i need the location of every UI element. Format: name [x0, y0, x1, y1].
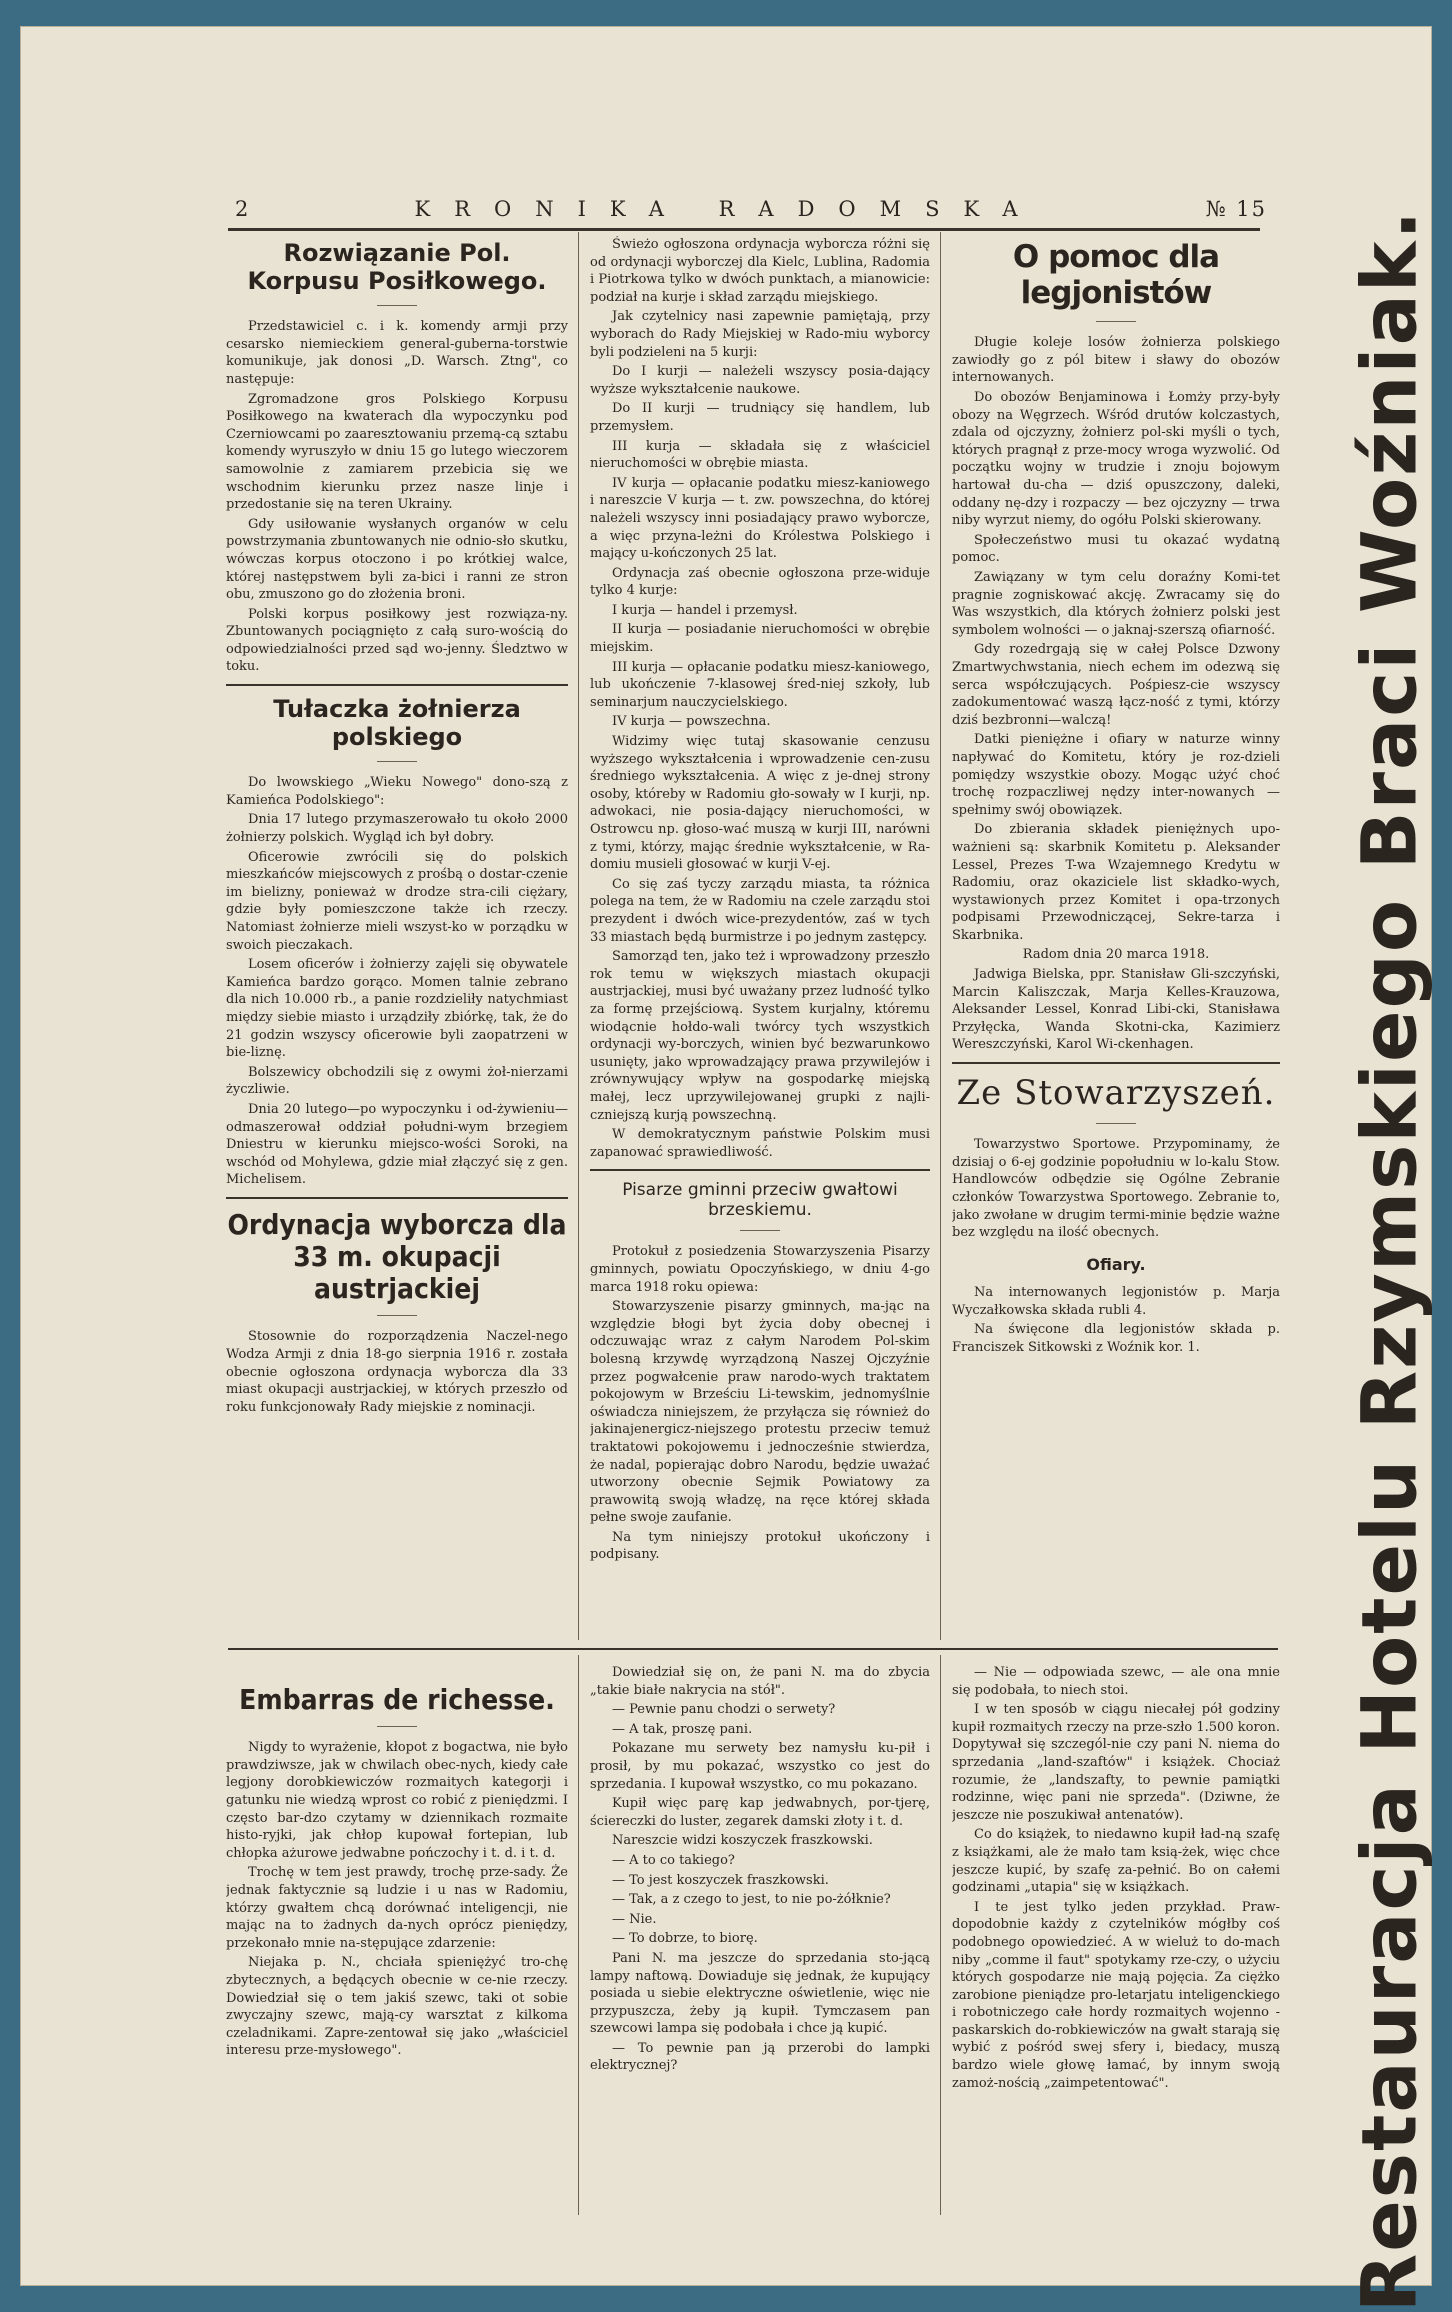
paragraph: Do obozów Benjaminowa i Łomży przy-były obozy na Węgrzech. Wśród drutów kolczastych, zdala od ojczyzny, żołnierz pol-ski myśli o tych, których pragnął z prze-mocy wroga wyzwolić. Od początku wojny w trudzie i znoju bojowym hartował du-cha — dziś opuszczony, daleki, oddany nę-dzy i rozpaczy — bez ojczyzny — trwa niby wyrzut niemy, do ogółu Polski skierowany.	[952, 390, 1280, 529]
bottom-column-1	[226, 1660, 568, 2220]
paragraph: Bolszewicy obchodzili się z owymi żoł-nierzami życzliwie.	[226, 1064, 568, 1098]
paragraph: — Tak, a z czego to jest, to nie po-żółknie?	[612, 1892, 891, 1908]
column-divider	[578, 232, 579, 1640]
article-title: Ofiary.	[1086, 1254, 1146, 1274]
paragraph: Dnia 20 lutego—po wypoczynku i od-żywieniu—odmaszerował oddział południ-wym brzegiem Dniestru w kierunku miejsco-wości Soroki, na wschód od Mohylewa, gdzie miał złączyć się z gen. Michelisem.	[226, 1101, 568, 1188]
paragraph: Datki pieniężne i ofiary w naturze winny napływać do Komitetu, który je roz-dzieli pomiędzy wszystkie obozy. Mogąc użyć choć trochę rozpaczliwej nędzy inter-nowanych — spełnimy swój obowiązek.	[952, 732, 1280, 818]
paragraph: Na tym niniejszy protokuł ukończony i podpisany.	[590, 1529, 930, 1563]
paragraph: Nareszcie widzi koszyczek fraszkowski.	[612, 1833, 873, 1849]
paragraph: Społeczeństwo musi tu okazać wydatną pomoc.	[952, 532, 1280, 566]
separator	[1096, 1123, 1136, 1124]
paragraph: Na internowanych legjonistów p. Marja Wyczałkowska składa rubli 4.	[952, 1285, 1280, 1318]
paragraph: — To pewnie pan ją przerobi do lampki elektrycznej?	[590, 2040, 930, 2074]
bottom-column-2	[590, 1664, 930, 2220]
article-rule	[590, 1169, 930, 1171]
paragraph: Zgromadzone gros Polskiego Korpusu Posiłkowego na kwaterach dla wypoczynku pod Czerniowcami po zaaresztowaniu przemą-cą sztabu komendy wyruszyło w dniu 15 go lutego wieczorem samowolnie z zamiarem przebicia się we wschodnim kierunku przez nasze linje i przedostanie się na teren Ukrainy.	[226, 391, 568, 513]
paragraph: Oficerowie zwrócili się do polskich mieszkańców miejscowych z prośbą o dostar-czenie im bielizny, ponieważ w drodze stra-cili ciężary, gdzie były pomieszczone także ich rzeczy. Natomiast żołnierze mieli wszyst-ko w porządku w swoich pieczakach.	[226, 849, 568, 953]
separator	[377, 1315, 417, 1316]
separator	[740, 1230, 780, 1231]
paragraph: II kurja — posiadanie nieruchomości w obrębie miejskim.	[590, 622, 930, 656]
column-divider	[940, 232, 941, 1640]
article-rule	[226, 1197, 568, 1199]
article-title: Pisarze gminni przeciw gwałtowi brzeskiemu.	[622, 1180, 898, 1220]
article-title: Tułaczka żołnierza polskiego	[273, 695, 521, 751]
paragraph: Świeżo ogłoszona ordynacja wyborcza różni się od ordynacji wyborczej dla Kielc, Lublina, Radomia i Piotrkowa tylko w dwóch punktach, a mianowicie: podział na kurje i skład zarządu miejskiego.	[590, 237, 930, 305]
column-1	[226, 236, 568, 1644]
paragraph: Jadwiga Bielska, ppr. Stanisław Gli-szczyński, Marcin Kaliszczak, Marja Kelles-Krauzowa, Aleksander Lessel, Konrad Libi-cki, Stanisława Przyłęcka, Wanda Skotni-cka, Kazimierz Wereszczyński, Karol Wi-ckenhagen.	[952, 967, 1280, 1053]
paragraph: Na święcone dla legjonistów składa p. Franciszek Sitkowski z Woźnik kor. 1.	[952, 1322, 1280, 1355]
paragraph: — To jest koszyczek fraszkowski.	[612, 1872, 829, 1888]
separator	[377, 305, 417, 306]
paragraph: Niejaka p. N., chciała spieniężyć tro-chę zbytecznych, a będących obecnie w ce-nie rzeczy. Dowiedział się o tem jakiś szewc, taki ot sobie zwyczajny szewc, mają-cy warsztat z kilkoma czeladnikami. Zapre-zentował się jako „właściciel interesu prze-mysłowego".	[226, 1955, 568, 2059]
vertical-advertisement	[1344, 208, 1434, 2312]
paragraph: Nigdy to wyrażenie, kłopot z bogactwa, nie było prawdziwsze, jak w chwilach obec-nych, kiedy całe legjony dorobkiewiczów rozmaitych kategorji i gatunku nie wiedzą wprost co robić z pieniędzmi. I często bar-dzo czytamy w dziennikach rozmaite histo-ryjki, jak chłop kupował fortepian, lub chłopka ażurowe jedwabne pończochy i t. d. i t. d.	[226, 1740, 568, 1861]
paragraph: Pani N. ma jeszcze do sprzedania sto-jącą lampy naftową. Dowiaduje się jednak, że kupujący posiada u siebie elektryczne oświetlenie, więc nie przypuszcza, żeby ją kupił. Tymczasem pan szewcowi lampa się podobała i chce ją kupić.	[590, 1950, 930, 2037]
paragraph: Ordynacja zaś obecnie ogłoszona prze-widuje tylko 4 kurje:	[590, 565, 930, 599]
paragraph: Stosownie do rozporządzenia Naczel-nego Wodza Armji z dnia 18-go sierpnia 1916 r. została obecnie ogłoszona ordynacja wyborcza dla 33 miast okupacji austrjackiej, w których przeszło od roku funkcjonowały Rady miejskie z nominacji.	[226, 1329, 568, 1415]
section-rule	[228, 1648, 1278, 1650]
paragraph: Co się zaś tyczy zarządu miasta, ta różnica polega na tem, że w Radomiu na czele zarządu stoi prezydent i dwóch wice-prezydentów, zaś w tych 33 miastach będą burmistrze i po jednym zastępcy.	[590, 876, 930, 945]
paragraph: Widzimy więc tutaj skasowanie cenzusu wyższego wykształcenia i wprowadzenie cen-zusu średniego wykształcenia. A więc z je-dnej strony osoby, któreby w Radomiu gło-sowały w I kurji, np. adwokaci, nie posia-dający nieruchomości, w Ostrowcu np. głoso-wać muszą w kurji III, narówni z tymi, którzy, mając średnie wykształcenie, w Ra-domiu musieli głosować w kurji V-ej.	[590, 734, 930, 873]
column-divider	[940, 1655, 941, 2215]
paragraph: Przedstawiciel c. i k. komendy armji przy cesarsko niemieckiem general-guberna-torstwie komunikuje, jak donosi „D. Warsch. Ztng", co następuje:	[226, 319, 568, 387]
separator	[377, 761, 417, 762]
paragraph: Kupił więc parę kap jedwabnych, por-tjerę, ściereczki do luster, zegarek damski złoty i t. d.	[590, 1796, 930, 1829]
paragraph: — Nie — odpowiada szewc, — ale ona mnie się podobała, to niech stoi.	[952, 1665, 1280, 1698]
paragraph: Pokazane mu serwety bez namysłu ku-pił i prosił, by mu pokazać, wszystko co jest do sprzedania. I kupował wszystko, co mu pokazano.	[590, 1741, 930, 1792]
paragraph: — Pewnie panu chodzi o serwety?	[612, 1702, 836, 1718]
paragraph: — A tak, proszę pani.	[612, 1721, 753, 1737]
column-divider	[578, 1655, 579, 2215]
masthead: KRONIKA RADOMSKA	[414, 197, 1042, 221]
paragraph: I w ten sposób w ciągu niecałej pół godziny kupił rozmaitych rzeczy na prze-szło 1.500 koron. Dopytywał się szczegól-nie czy pani N. niema do sprzedania „land-szaftów" i książek. Chociaż rozumie, że „landszafty, to pewnie pamiątki rodzinne, więc pani nie sprzeda". (Dziwne, że jeszcze nie poszukiwał antenatów).	[952, 1702, 1280, 1823]
paragraph: I te jest tylko jeden przykład. Praw-dopodobnie każdy z czytelników mógłby coś podobnego opowiedzieć. A w wieluż to do-mach niby „comme il faut" spotykamy rze-czy, o użyciu których gospodarze nie mają pojęcia. Za ciężko zarobione pieniądze pro-letarjatu inteligenckiego i robotniczego całe hordy rozmaitych wojenno - paskarskich do-robkiewiczów na gwałt starają się wybić z pośród swej sfery i, biedacy, muszą bardzo wiele głowę łamać, by innym swoją zamoż-nością „zaimpetentować".	[952, 1899, 1280, 2091]
paragraph: Do I kurji — należeli wszyscy posia-dający wyższe wykształcenie naukowe.	[590, 364, 930, 397]
article-title: Rozwiązanie Pol. Korpusu Posiłkowego.	[247, 239, 547, 295]
column-2	[590, 236, 930, 1644]
paragraph: — Nie.	[612, 1911, 657, 1927]
separator	[377, 1726, 417, 1727]
article-title: O pomoc dla legjonistów	[1012, 239, 1220, 311]
advertisement-text: Restauracja Hotelu Rzymskiego Braci Woźniak.	[1344, 208, 1434, 2312]
paragraph: III kurja — opłacanie podatku miesz-kaniowego, lub ukończenie 7-klasowej śred-niej szkoły, lub seminarjum nauczycielskiego.	[590, 659, 930, 710]
page-header	[235, 193, 1267, 225]
paragraph: — A to co takiego?	[612, 1852, 735, 1868]
paragraph: IV kurja — opłacanie podatku miesz-kaniowego i nareszcie V kurja — t. zw. powszechna, do której należeli wszyscy inni posiadający prawo wyborcze, a więc przyna-leżni do Królestwa Polskiego i mający u-kończonych 25 lat.	[590, 475, 930, 562]
article-title: Ze Stowarzyszeń.	[956, 1073, 1276, 1114]
paragraph: Do zbierania składek pieniężnych upo-ważnieni są: skarbnik Komitetu p. Aleksander Lessel, Prezes T-wa Wzajemnego Kredytu w Radomiu, oraz okaziciele list składko-wych, wystawionych przez Komitet i opa-trzonych podpisami Przewodniczącej, Sekre-tarza i Skarbnika.	[952, 822, 1280, 943]
paragraph: Zawiązany w tym celu doraźny Komi-tet pragnie zogniskować akcję. Zwracamy się do Was wszystkich, dla których żołnierz polski jest symbolem wolności — o jaknaj-szerszą ofiarność.	[952, 570, 1280, 638]
header-rule	[228, 228, 1260, 231]
paragraph: I kurja — handel i przemysł.	[612, 602, 798, 618]
paragraph: IV kurja — powszechna.	[612, 714, 771, 730]
paragraph: Gdy usiłowanie wysłanych organów w celu powstrzymania zbuntowanych nie odnio-sło skutku, wówczas korpus otoczono i po krótkiej walce, której następstwem byli za-bici i ranni ze stron obu, zmuszono go do złożenia broni.	[226, 516, 568, 603]
article-rule	[226, 684, 568, 686]
column-3	[952, 236, 1280, 1644]
article-title: Embarras de richesse.	[239, 1683, 555, 1716]
paragraph: — To dobrze, to biorę.	[612, 1931, 758, 1947]
paragraph: Losem oficerów i żołnierzy zajęli się obywatele Kamieńca bardzo gorąco. Momen talnie zebrano dla nich 10.000 rb., a panie rozdzieliły natychmiast między siebie miasto i urządziły zbiórkę, tak, że do 21 godzin wszyscy oficerowie byli zaopatrzeni w bie-liznę.	[226, 957, 568, 1061]
paragraph: Gdy rozedrgają się w całej Polsce Dzwony Zmartwychwstania, niech echem im odezwą się serca współczujących. Pośpiesz-cie wszyscy zadokumentować waszą łącz-ność z tymi, którzy dziś bezbronni—walczą!	[952, 642, 1280, 728]
paragraph: Radom dnia 20 marca 1918.	[1022, 947, 1210, 963]
paragraph: Protokuł z posiedzenia Stowarzyszenia Pisarzy gminnych, powiatu Opoczyńskiego, w dniu 4-go marca 1918 roku opiewa:	[590, 1244, 930, 1295]
paragraph: Dowiedział się on, że pani N. ma do zbycia „takie białe nakrycia na stół".	[590, 1665, 930, 1698]
paragraph: Długie koleje losów żołnierza polskiego zawiodły go z pól bitew i sławy do obozów internowanych.	[952, 335, 1280, 386]
page-number: 2	[235, 197, 251, 221]
paragraph: Towarzystwo Sportowe. Przypominamy, że dzisiaj o 6-ej godzinie popołudniu w lo-kalu Stow. Handlowców odbędzie się Ogólne Zebranie członków Towarzystwa Sportowego. Zebranie to, jako zwołane w drugim termi-minie będzie ważne bez względu na ilość obecnych.	[952, 1137, 1280, 1241]
paragraph: III kurja — składała się z właściciel nieruchomości w obrębie miasta.	[590, 438, 930, 472]
paragraph: Samorząd ten, jako też i wprowadzony przeszło rok temu w większych miastach okupacji austrjackiej, musi być uważany przez ludność tylko za formę przejściową. System kurjalny, któremu wiodącnie hołdo-wali twórcy tych wszystkich ordynacji wy-borczych, winien być bezwarunkowo usunięty, jako wprowadzający prawa przywilejów i zrównywujący wpływ na gospodarkę miejską małej, lecz uprzywilejowanej grupki z najli-czniejszą kurją powszechną.	[590, 949, 930, 1123]
paragraph: W demokratycznym państwie Polskim musi zapanować sprawiedliwość.	[590, 1127, 930, 1160]
paragraph: Trochę w tem jest prawdy, trochę prze-sady. Że jednak faktycznie są ludzie i u nas w Radomiu, którzy gwałtem chcą dorównać inteligencji, nie mając na to żadnych da-nych oprócz pieniędzy, przekonało mnie na-stępujące zdarzenie:	[226, 1865, 568, 1951]
paragraph: Do lwowskiego „Wieku Nowego" dono-szą z Kamieńca Podolskiego":	[226, 775, 568, 808]
bottom-column-3	[952, 1664, 1280, 2220]
paragraph: Polski korpus posiłkowy jest rozwiąza-ny. Zbuntowanych pociągnięto z całą suro-wością do odpowiedzialności przed sąd wo-jenny. Śledztwo w toku.	[226, 606, 568, 675]
paragraph: Jak czytelnicy nasi zapewnie pamiętają, przy wyborach do Rady Miejskiej w Rado-miu wyborcy byli podzieleni na 5 kurji:	[590, 309, 930, 360]
issue-number: № 15	[1205, 197, 1267, 221]
paragraph: Stowarzyszenie pisarzy gminnych, ma-jąc na względzie błogi byt życia doby obecnej i odczuwając wraz z całym Narodem Pol-skim bolesną krzywdę wyrządzoną Naszej Ojczyźnie przez pogwałcenie praw narodo-wych traktatem pokojowym w Brześciu Li-tewskim, jednomyślnie oświadcza niniejszem, że przyłącza się również do jakinajenergicz-niejszego protestu przeciw temuż traktatowi pokojowemu i jednocześnie stwierdza, że nadal, popierając dobro Narodu, będzie uważać utworzony obecnie Sejmik Powiatowy za prawowitą swoją władzę, na ręce której składa pełne swoje zaufanie.	[590, 1299, 930, 1526]
article-rule	[952, 1062, 1280, 1064]
paragraph: Dnia 17 lutego przymaszerowało tu około 2000 żołnierzy polskich. Wygląd ich był dobry.	[226, 812, 568, 846]
paragraph: Co do książek, to niedawno kupił ład-ną szafę z książkami, ale że mało tam ksią-żek, więc chce jeszcze kupić, by szafę za-pełnić. Bo on całemi godzinami „utapia" się w książkach.	[952, 1827, 1280, 1896]
paragraph: Do II kurji — trudniący się handlem, lub przemysłem.	[590, 401, 930, 434]
article-title: Ordynacja wyborcza dla 33 m. okupacji austrjackiej	[227, 1207, 567, 1306]
separator	[1096, 321, 1136, 322]
